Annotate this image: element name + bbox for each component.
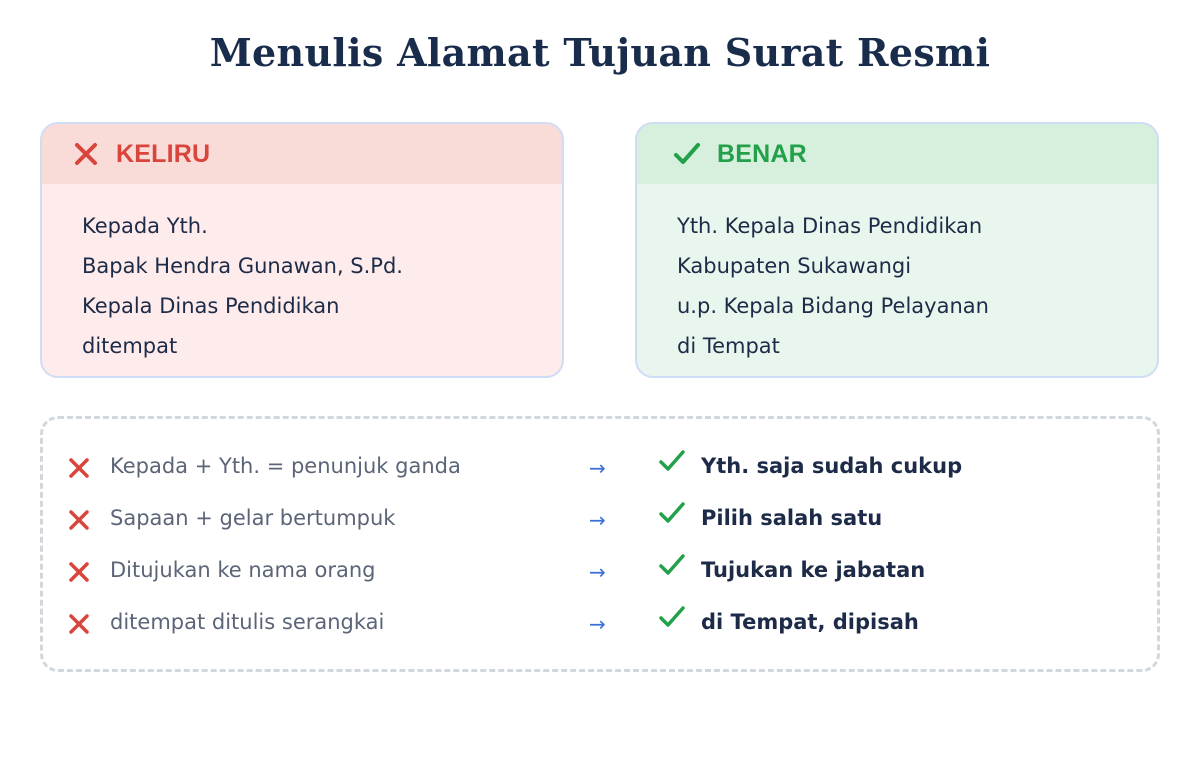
wrong-address-line: Kepala Dinas Pendidikan — [82, 294, 340, 318]
rules-panel — [40, 416, 1160, 672]
rule-row — [43, 500, 1157, 540]
rule-wrong-text: Kepada + Yth. = penunjuk ganda — [110, 454, 461, 478]
rule-row — [43, 552, 1157, 592]
check-icon — [673, 140, 701, 168]
arrow-right-icon: → — [589, 456, 606, 480]
right-address-line: Kabupaten Sukawangi — [677, 254, 912, 278]
check-icon — [658, 448, 686, 474]
x-icon — [67, 456, 91, 480]
rule-right-text: Tujukan ke jabatan — [701, 558, 926, 582]
arrow-right-icon: → — [589, 508, 606, 532]
wrong-address-line: ditempat — [82, 334, 178, 358]
arrow-right-icon: → — [589, 612, 606, 636]
rule-row — [43, 604, 1157, 644]
wrong-card-header — [42, 124, 562, 184]
wrong-address-line: Bapak Hendra Gunawan, S.Pd. — [82, 254, 403, 278]
right-address-line: Yth. Kepala Dinas Pendidikan — [677, 214, 983, 238]
check-icon — [658, 604, 686, 630]
x-icon — [67, 612, 91, 636]
rule-wrong-text: Ditujukan ke nama orang — [110, 558, 376, 582]
wrong-card-label: KELIRU — [116, 139, 211, 168]
rule-right-text: Yth. saja sudah cukup — [701, 454, 963, 478]
arrow-right-icon: → — [589, 560, 606, 584]
wrong-address-line: Kepada Yth. — [82, 214, 208, 238]
rule-right-text: di Tempat, dipisah — [701, 610, 919, 634]
right-address-line: u.p. Kepala Bidang Pelayanan — [677, 294, 989, 318]
wrong-card-body — [42, 184, 562, 366]
right-address-line: di Tempat — [677, 334, 780, 358]
rule-right-text: Pilih salah satu — [701, 506, 883, 530]
x-icon — [67, 508, 91, 532]
right-card-label: BENAR — [717, 139, 807, 168]
rule-wrong-text: Sapaan + gelar bertumpuk — [110, 506, 396, 530]
page-title: Menulis Alamat Tujuan Surat Resmi — [209, 30, 991, 75]
wrong-example-card — [40, 122, 564, 378]
check-icon — [658, 500, 686, 526]
check-icon — [658, 552, 686, 578]
right-example-card — [635, 122, 1159, 378]
right-card-header — [637, 124, 1157, 184]
right-card-body — [637, 184, 1157, 366]
x-icon — [72, 140, 100, 168]
rule-wrong-text: ditempat ditulis serangkai — [110, 610, 385, 634]
x-icon — [67, 560, 91, 584]
rule-row — [43, 448, 1157, 488]
